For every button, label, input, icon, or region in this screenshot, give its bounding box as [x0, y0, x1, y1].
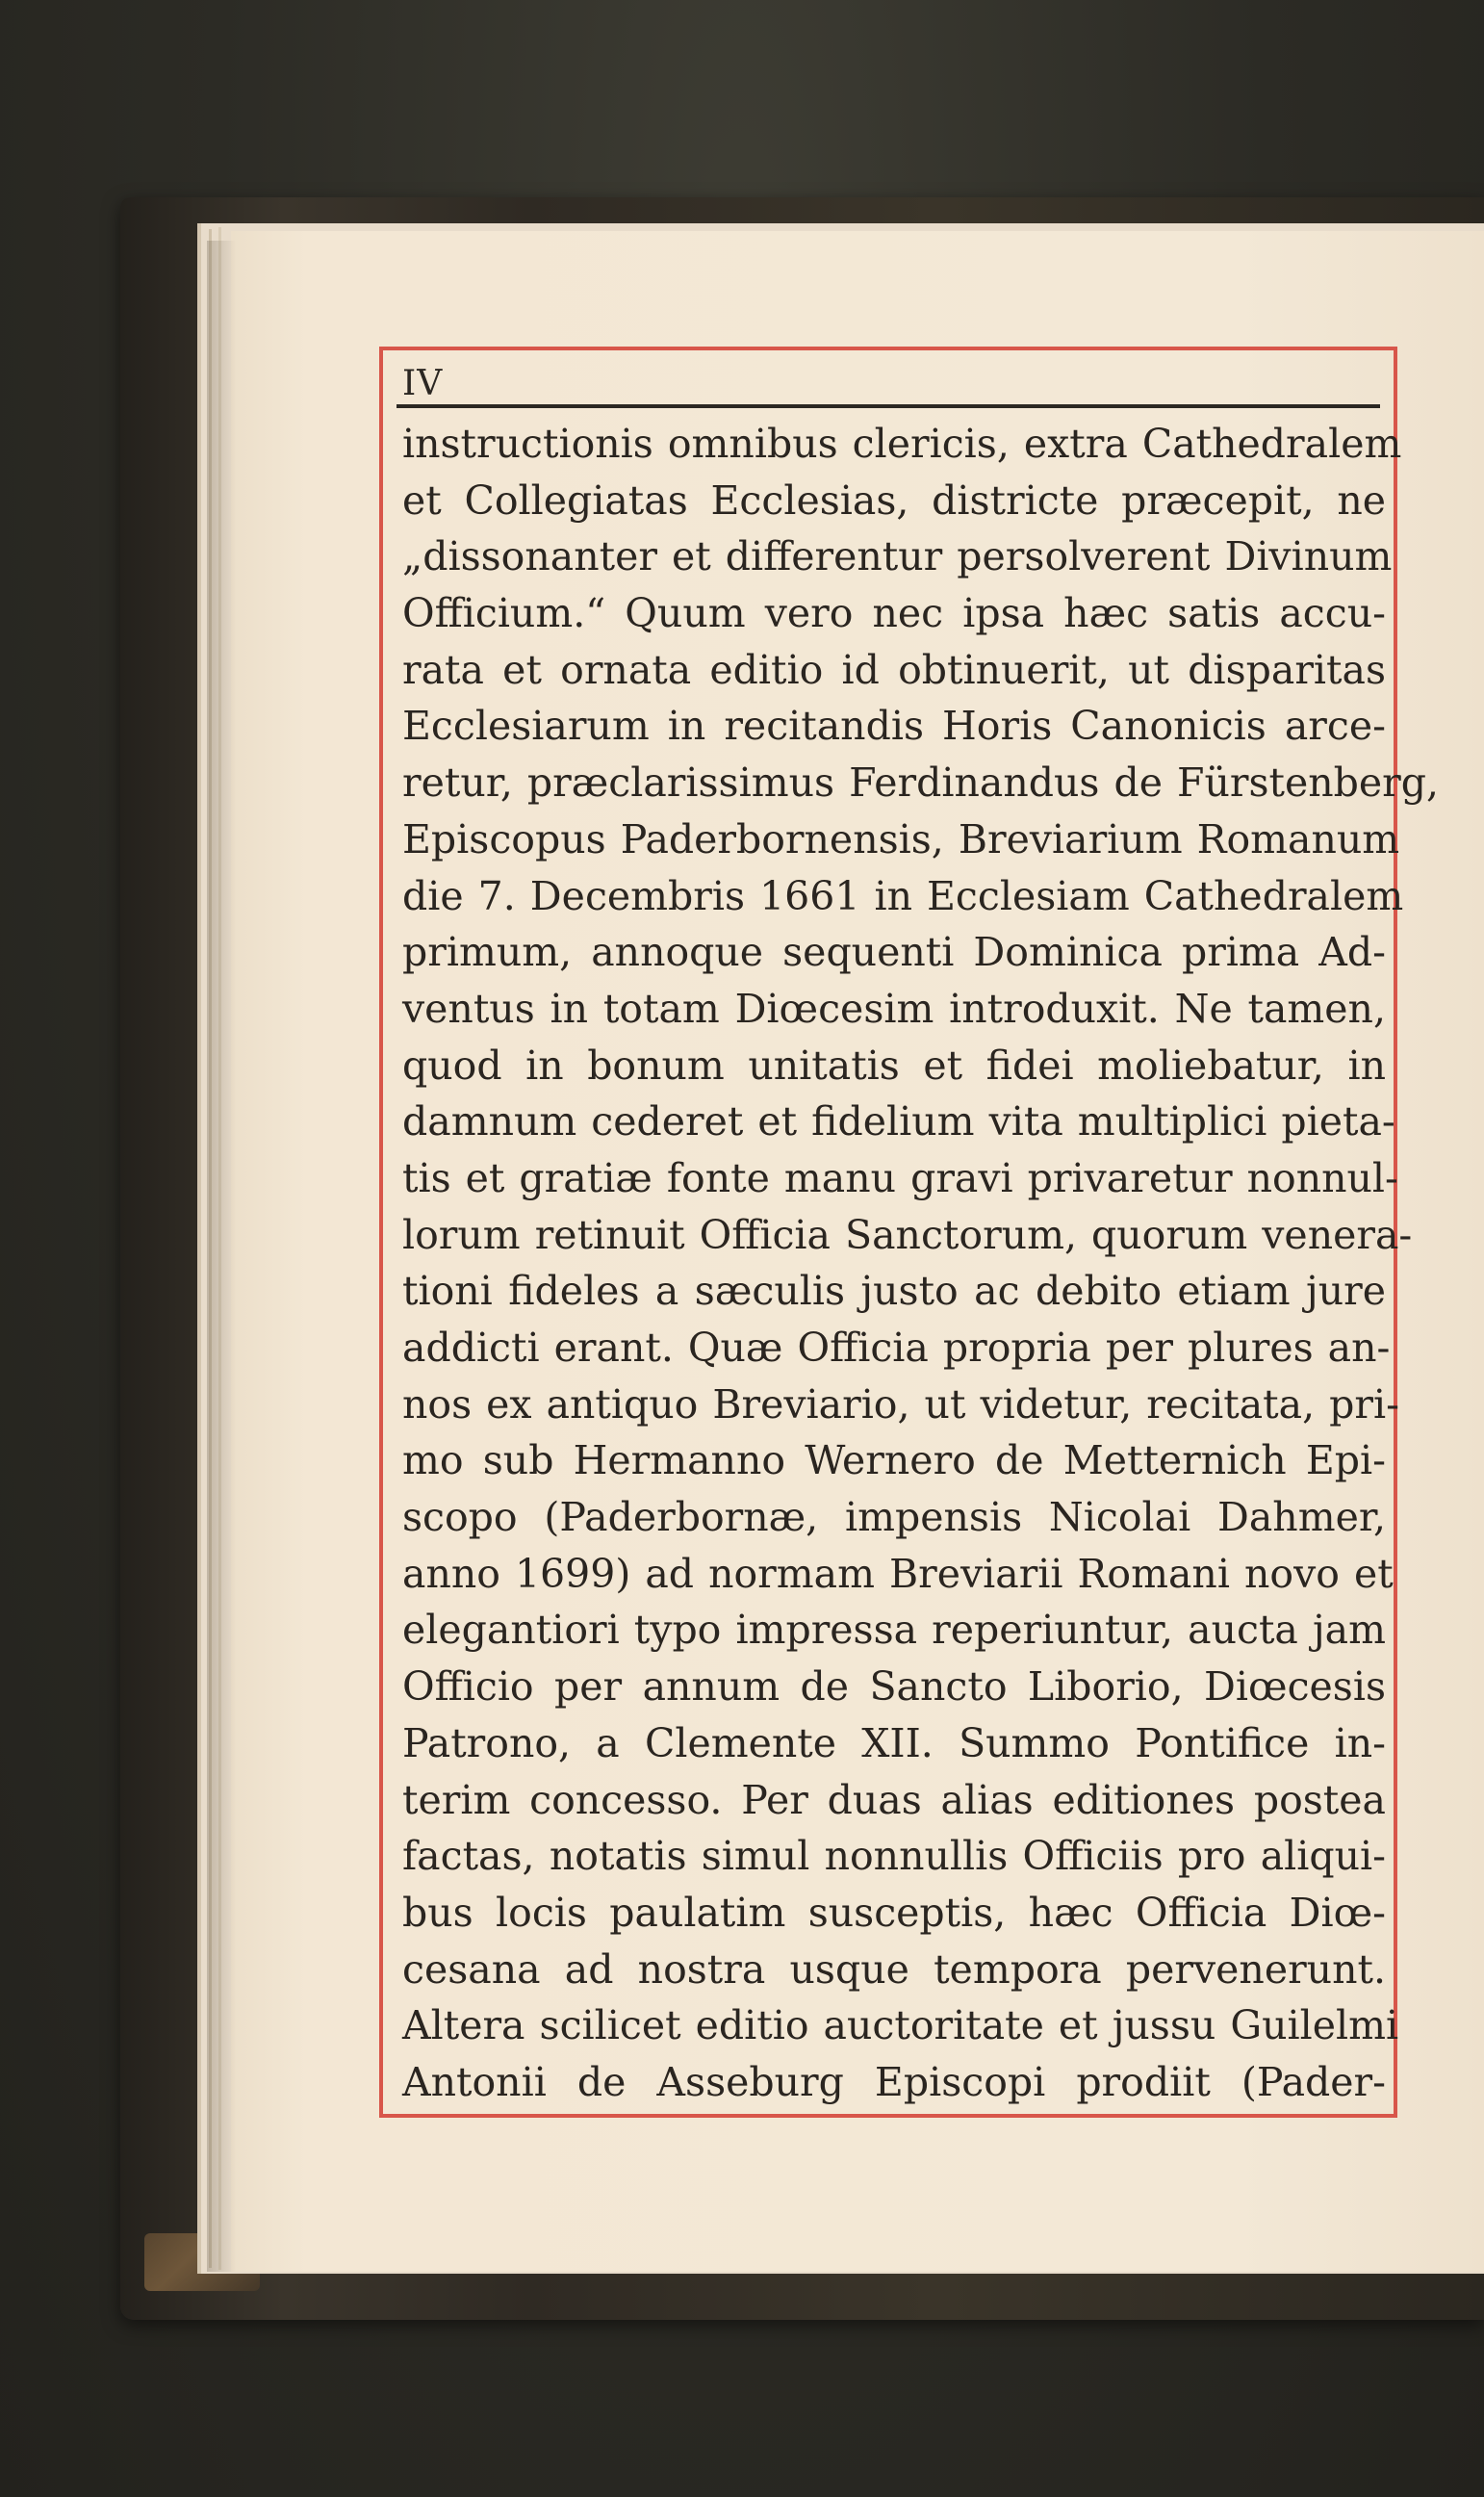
text-line: Altera scilicet editio auctoritate et jussu Guilelmi	[402, 2002, 1399, 2049]
text-line: „dissonanter et differentur persolverent Divinum	[402, 533, 1393, 580]
running-head	[397, 364, 1382, 410]
text-line: terim concesso. Per duas alias editiones postea	[402, 1776, 1386, 1823]
text-line: tis et gratiæ fonte manu gravi privaretur nonnul-	[402, 1154, 1398, 1201]
text-line: bus locis paulatim susceptis, hæc Officia Diœ-	[402, 1889, 1386, 1936]
body-text	[402, 416, 1440, 2111]
text-line: Episcopus Paderbornensis, Breviarium Romanum	[402, 815, 1400, 862]
text-line: rata et ornata editio id obtinuerit, ut disparitas	[402, 646, 1386, 693]
text-line: elegantiori typo impressa reperiuntur, aucta jam	[402, 1607, 1386, 1654]
text-line: Patrono, a Clemente XII. Summo Pontifice in-	[402, 1719, 1386, 1766]
text-line: addicti erant. Quæ Officia propria per plures an-	[402, 1325, 1391, 1371]
text-line: cesana ad nostra usque tempora pervenerunt.	[402, 1945, 1386, 1993]
text-line: nos ex antiquo Breviario, ut videtur, recitata, pri-	[402, 1380, 1399, 1428]
page-number: IV	[402, 364, 444, 403]
text-line: mo sub Hermanno Wernero de Metternich Epi-	[402, 1437, 1386, 1484]
text-line: damnum cederet et fidelium vita multiplici pieta-	[402, 1098, 1395, 1146]
header-rule	[397, 404, 1380, 408]
text-line: Antonii de Asseburg Episcopi prodiit (Pader-	[402, 2058, 1386, 2105]
text-line: lorum retinuit Officia Sanctorum, quorum venera-	[402, 1211, 1413, 1258]
text-line: instructionis omnibus clericis, extra Cathedralem	[402, 421, 1402, 467]
text-line: Officio per annum de Sancto Liborio, Diœcesis	[402, 1663, 1386, 1711]
text-line: anno 1699) ad normam Breviarii Romani novo et	[402, 1550, 1394, 1597]
text-line: retur, præclarissimus Ferdinandus de Fürstenberg,	[402, 759, 1440, 807]
text-line: scopo (Paderbornæ, impensis Nicolai Dahmer,	[402, 1494, 1386, 1541]
text-line: factas, notatis simul nonnullis Officiis pro aliqui-	[402, 1833, 1386, 1880]
text-line: Officium.“ Quum vero nec ipsa hæc satis accu-	[402, 590, 1386, 637]
text-line: tioni fideles a sæculis justo ac debito etiam jure	[402, 1268, 1386, 1315]
text-line: Ecclesiarum in recitandis Horis Canonicis arce-	[402, 703, 1386, 750]
text-line: ventus in totam Diœcesim introduxit. Ne tamen,	[402, 985, 1386, 1032]
text-line: et Collegiatas Ecclesias, districte præcepit, ne	[402, 476, 1386, 524]
text-line: primum, annoque sequenti Dominica prima Ad-	[402, 929, 1386, 976]
text-line: quod in bonum unitatis et fidei moliebatur, in	[402, 1042, 1386, 1089]
spine-shadow	[207, 241, 236, 2272]
text-line: die 7. Decembris 1661 in Ecclesiam Cathedralem	[402, 872, 1404, 919]
